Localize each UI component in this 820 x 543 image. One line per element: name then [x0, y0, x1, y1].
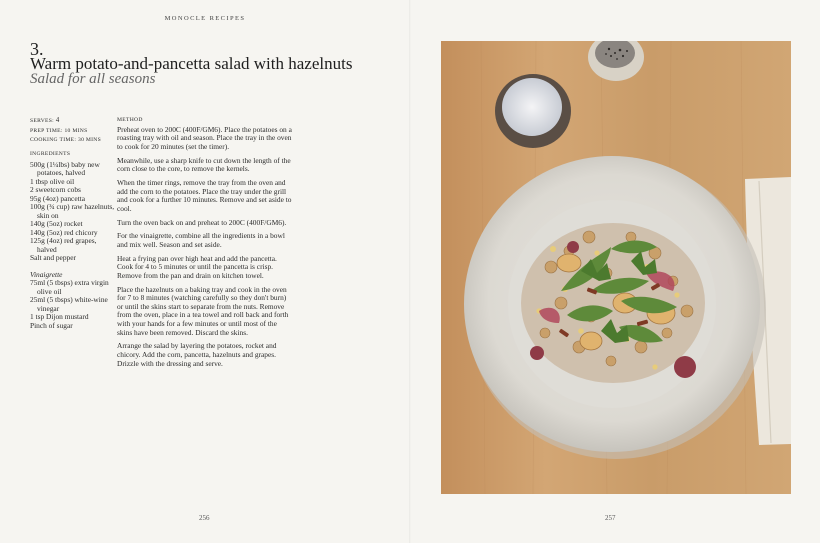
method-heading: METHOD	[117, 117, 143, 123]
method-step: Preheat oven to 200C (400F/GM6). Place the potatoes on a roasting tray with oil and season. Place the tray in the oven to cook for 20 minutes (set the timer).	[117, 124, 292, 151]
cooking-time-row	[30, 135, 116, 145]
salad-illustration	[441, 41, 791, 494]
ingredients-section	[30, 150, 116, 330]
method-step: Turn the oven back on and preheat to 200C (400F/GM6).	[117, 217, 287, 227]
method-section	[117, 116, 292, 373]
page-gutter	[409, 0, 411, 543]
ingredient-item: 2 sweetcorn cobs	[30, 185, 81, 194]
cooking-time-value: 30 MINS	[77, 137, 102, 143]
page-number-left: 256	[199, 514, 210, 522]
vinaigrette-item: Pinch of sugar	[30, 320, 73, 330]
recipe-number: 3.	[30, 39, 44, 59]
method-step: For the vinaigrette, combine all the ingredients in a bowl and mix well. Season and set aside.	[117, 231, 285, 249]
vinaigrette-item: 25ml (5 tbsps) white-wine vinegar	[30, 295, 108, 313]
method-step: Heat a frying pan over high heat and add the pancetta. Cook for 4 to 5 minutes or until the pancetta is crisp. Remove from the pan and drain on kitchen towel.	[117, 253, 277, 280]
serves-value: 4	[55, 116, 60, 124]
recipe-subtitle: Salad for all seasons	[30, 71, 156, 87]
prep-time-value: 10 MINS	[64, 127, 88, 134]
salad-photo	[441, 41, 791, 494]
prep-time-label: PREP TIME:	[30, 127, 63, 134]
running-head: MONOCLE RECIPES	[164, 15, 246, 22]
ingredient-item: 500g (1¼lbs) baby new potatoes, halved	[30, 159, 100, 177]
ingredient-item: 1 tbsp olive oil	[30, 176, 75, 186]
method-step: Place the hazelnuts on a baking tray and cook in the oven for 7 to 8 minutes (watching carefully so they don't burn) or until the skins start to separate from the nuts. Remove from the oven, place in a tea towel and roll back and forth with your hands for a few minutes or until most of the skins have been removed. Discard the skins.	[117, 284, 289, 337]
ingredients-heading: INGREDIENTS	[30, 151, 71, 157]
page-number-right: 257	[605, 514, 616, 522]
ingredient-item: 95g (4oz) pancetta	[30, 193, 85, 203]
ingredient-item: 140g (5oz) red chicory	[30, 227, 98, 237]
cooking-time-label: COOKING TIME:	[30, 137, 77, 143]
prep-time-row	[30, 126, 116, 136]
recipe-meta	[30, 116, 116, 145]
vinaigrette-heading: Vinaigrette	[30, 269, 63, 279]
serves-row	[30, 116, 116, 126]
ingredient-item: Salt and pepper	[30, 253, 76, 262]
serves-label: SERVES:	[30, 118, 55, 124]
recipe-title: Warm potato-and-pancetta salad with hazelnuts	[30, 54, 353, 73]
vinaigrette-item: 1 tsp Dijon mustard	[30, 312, 89, 321]
ingredient-item: 125g (4oz) red grapes, halved	[30, 236, 97, 254]
vinaigrette-item: 75ml (5 tbsps) extra virgin olive oil	[30, 278, 109, 296]
method-step: Meanwhile, use a sharp knife to cut down the length of the corn close to the core, to remove the kernels.	[117, 155, 291, 174]
method-step: When the timer rings, remove the tray from the oven and add the corn to the potatoes. Place the tray under the grill and cook for a further 10 minutes. Remove and set aside to cool.	[117, 177, 292, 213]
ingredient-item: 100g (¾ cup) raw hazelnuts, skin on	[30, 202, 115, 220]
method-step: Arrange the salad by layering the potatoes, rocket and chicory. Add the corn, pancetta, hazelnuts and grapes. Drizzle with the dressing and serve.	[117, 341, 277, 368]
ingredient-item: 140g (5oz) rocket	[30, 219, 83, 228]
